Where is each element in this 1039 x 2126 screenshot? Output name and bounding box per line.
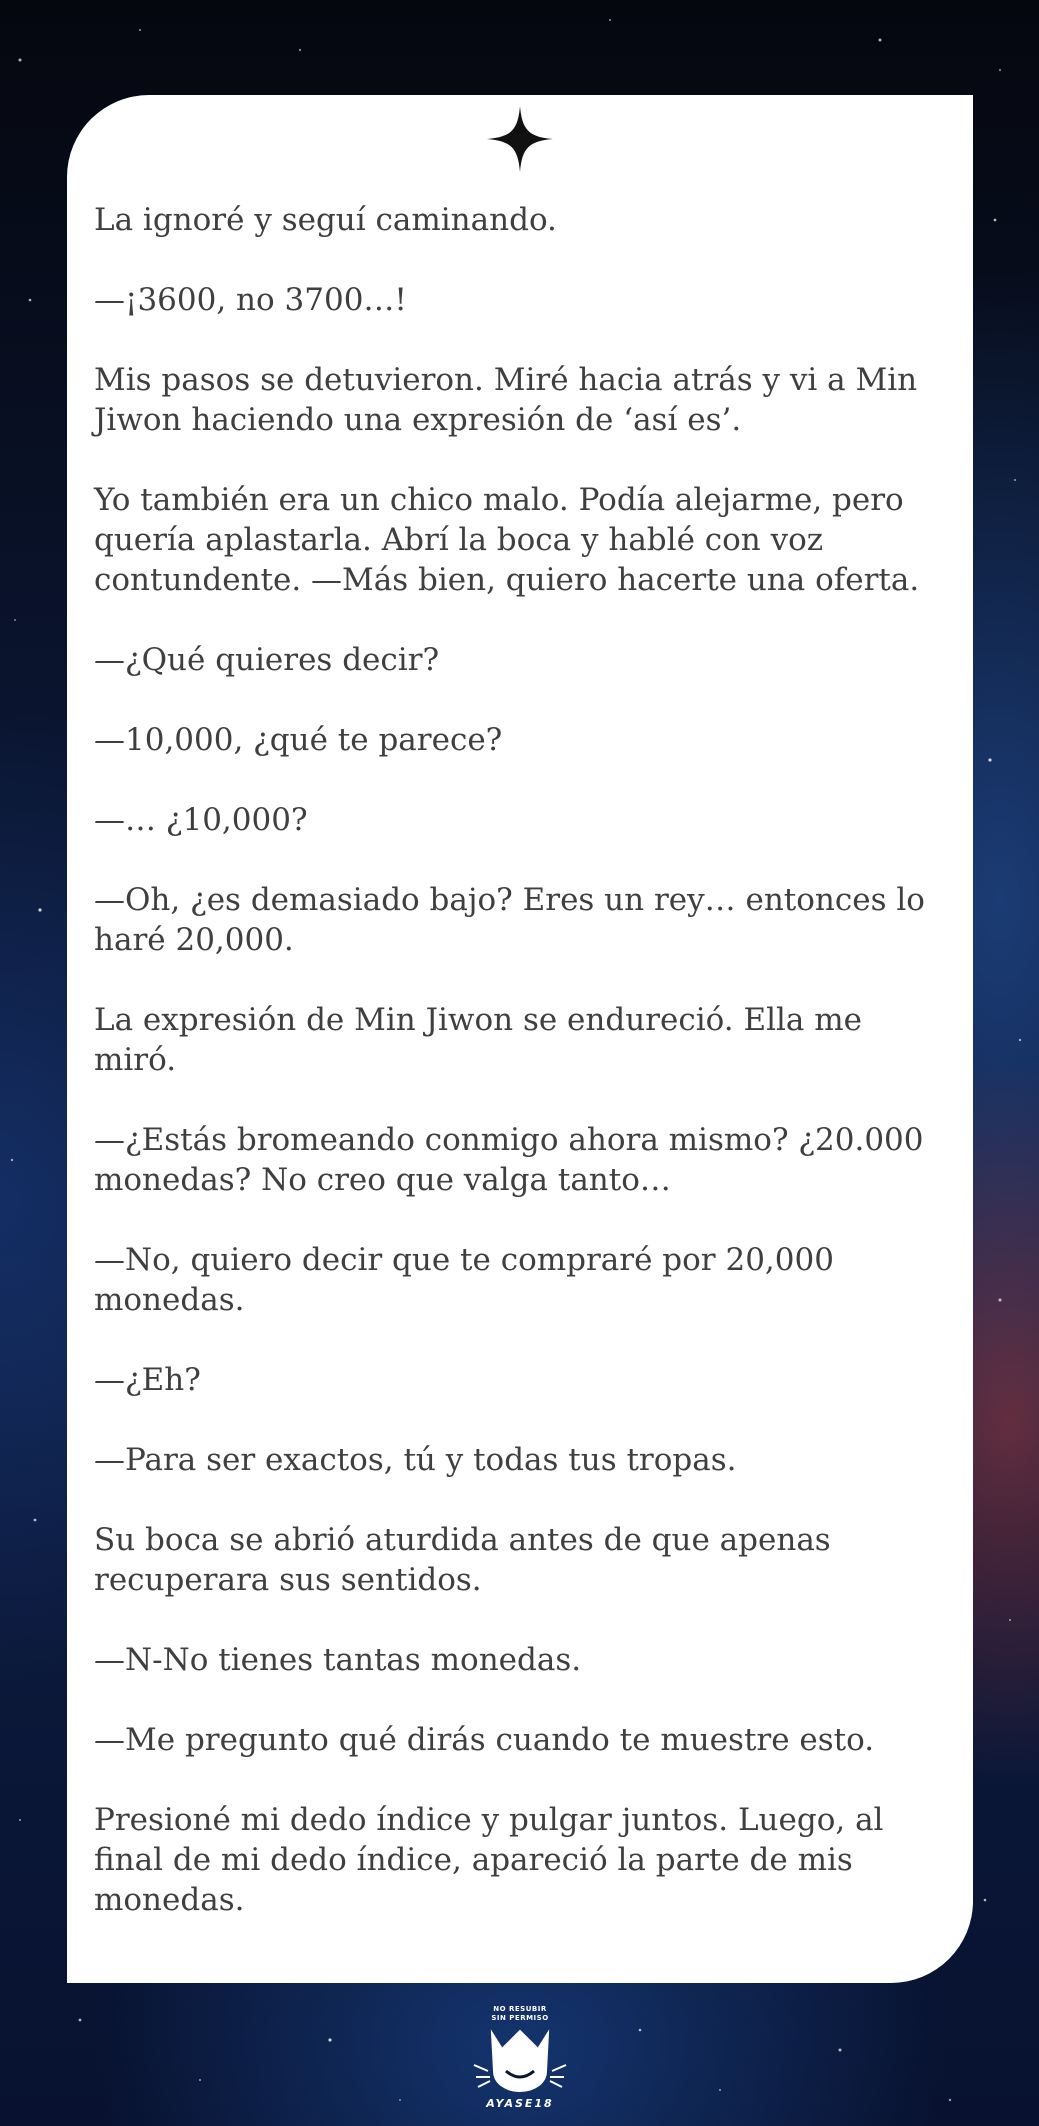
paragraph: —Me pregunto qué dirás cuando te muestre esto. bbox=[94, 1722, 875, 1758]
paragraph: La ignoré y seguí caminando. bbox=[94, 202, 557, 238]
logo-name: AYASE18 bbox=[486, 2097, 554, 2110]
paragraph: —No, quiero decir que te compraré por 20,000 monedas. bbox=[94, 1242, 834, 1318]
story-text bbox=[94, 200, 940, 1960]
logo-caption-line-2: SIN PERMISO bbox=[491, 2014, 549, 2022]
four-point-star-icon bbox=[487, 106, 553, 172]
paragraph: —… ¿10,000? bbox=[94, 802, 308, 838]
paragraph: Su boca se abrió aturdida antes de que apenas recuperara sus sentidos. bbox=[94, 1522, 831, 1598]
paragraph: —¿Eh? bbox=[94, 1362, 201, 1398]
logo-caption bbox=[455, 2005, 585, 2023]
paragraph: —¿Qué quieres decir? bbox=[94, 642, 440, 678]
paragraph: —¡3600, no 3700…! bbox=[94, 282, 407, 318]
paragraph: La expresión de Min Jiwon se endureció. Ella me miró. bbox=[94, 1002, 862, 1078]
watermark-logo bbox=[455, 2005, 585, 2115]
paragraph: Yo también era un chico malo. Podía alejarme, pero quería aplastarla. Abrí la boca y hablé con voz contundente. —Más bien, quiero hacerte una oferta. bbox=[94, 482, 920, 598]
paragraph: —Para ser exactos, tú y todas tus tropas. bbox=[94, 1442, 737, 1478]
crown-face-logo bbox=[470, 2025, 570, 2097]
paragraph: Mis pasos se detuvieron. Miré hacia atrás y vi a Min Jiwon haciendo una expresión de ‘así es’. bbox=[94, 362, 918, 438]
paragraph: —N-No tienes tantas monedas. bbox=[94, 1642, 582, 1678]
paragraph: —¿Estás bromeando conmigo ahora mismo? ¿20.000 monedas? No creo que valga tanto… bbox=[94, 1122, 924, 1198]
paragraph: —Oh, ¿es demasiado bajo? Eres un rey… entonces lo haré 20,000. bbox=[94, 882, 925, 958]
logo-caption-line-1: NO RESUBIR bbox=[493, 2005, 547, 2013]
paragraph: —10,000, ¿qué te parece? bbox=[94, 722, 503, 758]
paragraph: Presioné mi dedo índice y pulgar juntos. Luego, al final de mi dedo índice, apareció la parte de mis monedas. bbox=[94, 1802, 884, 1918]
